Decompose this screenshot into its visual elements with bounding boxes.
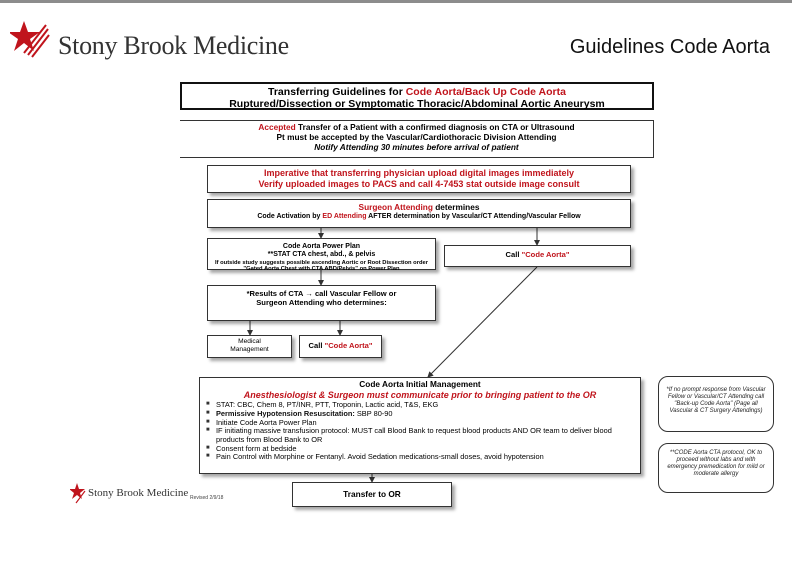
- call-code-aorta-right: [444, 245, 631, 267]
- management-item: ■ Initiate Code Aorta Power Plan: [206, 419, 634, 428]
- results-line1: *Results of CTA → call Vascular Fellow or: [246, 289, 397, 298]
- medical-line1: Medical: [238, 338, 261, 345]
- power-plan-line3: If outside study suggests possible ascending Aortic or Root Dissection order: [214, 259, 429, 266]
- surgeon-line2-prefix: Code Activation by: [257, 212, 323, 220]
- management-item: ■ Permissive Hypotension Resuscitation: SBP 80-90: [206, 410, 634, 419]
- management-subtitle: Anesthesiologist & Surgeon must communicate prior to bringing patient to the OR: [243, 389, 597, 400]
- accepted-line3: Notify Attending 30 minutes before arrival of patient: [314, 141, 519, 152]
- power-plan-line4: "Gated Aorta Chest with CTA ABD/Pelvis" on Power Plan: [243, 266, 400, 273]
- surgeon-line1: determines: [432, 202, 480, 212]
- call-right-prefix: Call: [505, 250, 522, 259]
- management-item: ■ Consent form at bedside: [206, 445, 634, 454]
- note-cta-protocol: **CODE Aorta CTA protocol, OK to proceed without labs and with emergency premedication for mild or moderate allergy: [658, 443, 774, 493]
- note-backup-code-aorta: *If no prompt response from Vascular Fellow or Vascular/CT Attending call "Back-up Code Aorta" (Page all Vascular & CT Surgery Attendings): [658, 376, 774, 432]
- accepted-label: Accepted: [258, 122, 296, 132]
- transfer-label: Transfer to OR: [343, 489, 401, 499]
- medical-management-box: [207, 335, 292, 358]
- imperative-box: [207, 165, 631, 193]
- accepted-line1: Transfer of a Patient with a confirmed diagnosis on CTA or Ultrasound: [295, 122, 575, 132]
- call-right-code: "Code Aorta": [521, 250, 570, 259]
- results-line2: Surgeon Attending who determines:: [256, 297, 387, 307]
- title-line2: Ruptured/Dissection or Symptomatic Thoracic/Abdominal Aortic Aneurysm: [229, 98, 605, 111]
- surgeon-line2-suffix: AFTER determination by Vascular/CT Attending/Vascular Fellow: [366, 212, 581, 220]
- management-title: Code Aorta Initial Management: [359, 379, 481, 389]
- power-plan-line2: **STAT CTA chest, abd., & pelvis: [267, 251, 376, 259]
- management-item: ■ STAT: CBC, Chem 8, PT/INR, PTT, Troponin, Lactic acid, T&S, EKG: [206, 401, 634, 410]
- footer-logo: [70, 481, 200, 505]
- initial-management-box: [199, 377, 641, 474]
- revised-date: Revised 2/9/18: [190, 495, 224, 501]
- transfer-to-or-box: [292, 482, 452, 507]
- footer-star-icon: [70, 482, 86, 504]
- call-left-prefix: Call: [308, 341, 325, 350]
- power-plan-line1: Code Aorta Power Plan: [282, 243, 361, 250]
- surgeon-box: [207, 199, 631, 228]
- management-item: ■ IF initiating massive transfusion protocol: MUST call Blood Bank to request blood products AND OR team to deliver blood products from Blood Bank to OR: [206, 427, 634, 444]
- surgeon-label: Surgeon Attending: [358, 202, 433, 212]
- accepted-box: [180, 120, 654, 158]
- management-list: [206, 401, 634, 462]
- page-title: Guidelines Code Aorta: [569, 36, 770, 58]
- power-plan-box: [207, 238, 436, 273]
- title-prefix: Transferring Guidelines for: [268, 86, 406, 98]
- title-box: [180, 82, 654, 110]
- logo-text: Stony Brook Medicine: [58, 31, 289, 60]
- results-box: [207, 285, 436, 321]
- imperative-line2: Verify uploaded images to PACS and call 4-7453 stat outside image consult: [258, 178, 580, 189]
- surgeon-ed-attending: ED Attending: [322, 212, 367, 220]
- title-code-aorta: Code Aorta/Back Up Code Aorta: [405, 86, 566, 98]
- call-left-code: "Code Aorta": [324, 341, 373, 350]
- management-item: ■ Pain Control with Morphine or Fentanyl. Avoid Sedation medications-small doses, avoid hypotension: [206, 453, 634, 462]
- call-code-aorta-left: [299, 335, 382, 358]
- arrow-call-to-management: [428, 267, 537, 377]
- accepted-line2: Pt must be accepted by the Vascular/Cardiothoracic Division Attending: [276, 131, 557, 142]
- imperative-line1: Imperative that transferring physician upload digital images immediately: [263, 168, 575, 178]
- medical-line2: Management: [230, 345, 269, 353]
- footer-logo-text: Stony Brook Medicine: [88, 487, 189, 499]
